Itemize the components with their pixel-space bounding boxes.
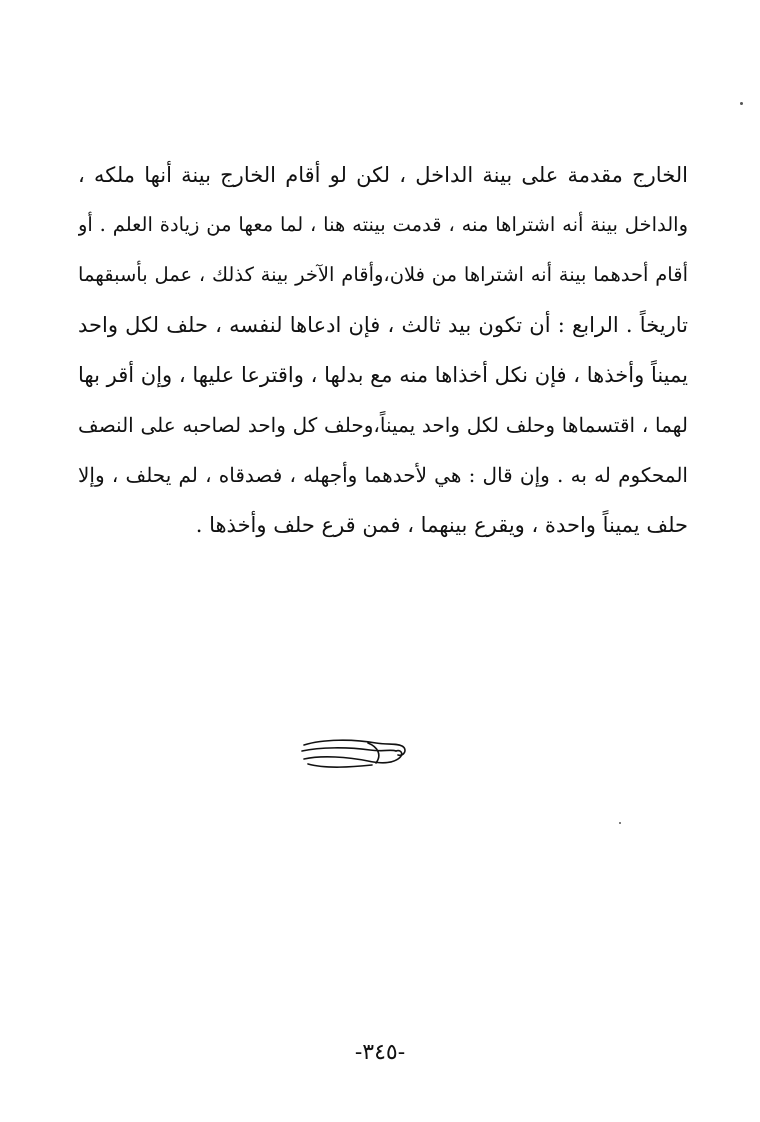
text-line-3: أقام أحدهما بينة أنه اشتراها من فلان،وأقام الآخر بينة كذلك ، عمل بأسبقهما <box>78 263 688 286</box>
text-line-6: لهما ، اقتسماها وحلف لكل واحد يميناً،وحلف كل واحد لصاحبه على النصف <box>78 413 688 437</box>
section-end-ornament <box>298 733 408 773</box>
text-line-1: الخارج مقدمة على بينة الداخل ، لكن لو أقام الخارج بينة أنها ملكه ، <box>78 163 688 187</box>
text-line-7: المحكوم له به . وإن قال : هي لأحدهما وأجهله ، فصدقاه ، لم يحلف ، وإلا <box>78 463 688 487</box>
scan-speck <box>619 822 621 824</box>
page-number: -٣٤٥- <box>354 1040 406 1065</box>
text-line-4: تاريخاً . الرابع : أن تكون بيد ثالث ، فإن ادعاها لنفسه ، حلف لكل واحد <box>78 313 688 337</box>
body-text <box>78 150 688 550</box>
text-line-2: والداخل بينة أنه اشتراها منه ، قدمت بينته هنا ، لما معها من زيادة العلم . أو <box>78 213 688 236</box>
text-line-5: يميناً وأخذها ، فإن نكل أخذاها منه مع بدلها ، واقترعا عليها ، وإن أقر بها <box>78 363 688 387</box>
scan-speck <box>740 102 743 105</box>
text-line-8: حلف يميناً واحدة ، ويقرع بينهما ، فمن قرع حلف وأخذها . <box>195 513 688 537</box>
